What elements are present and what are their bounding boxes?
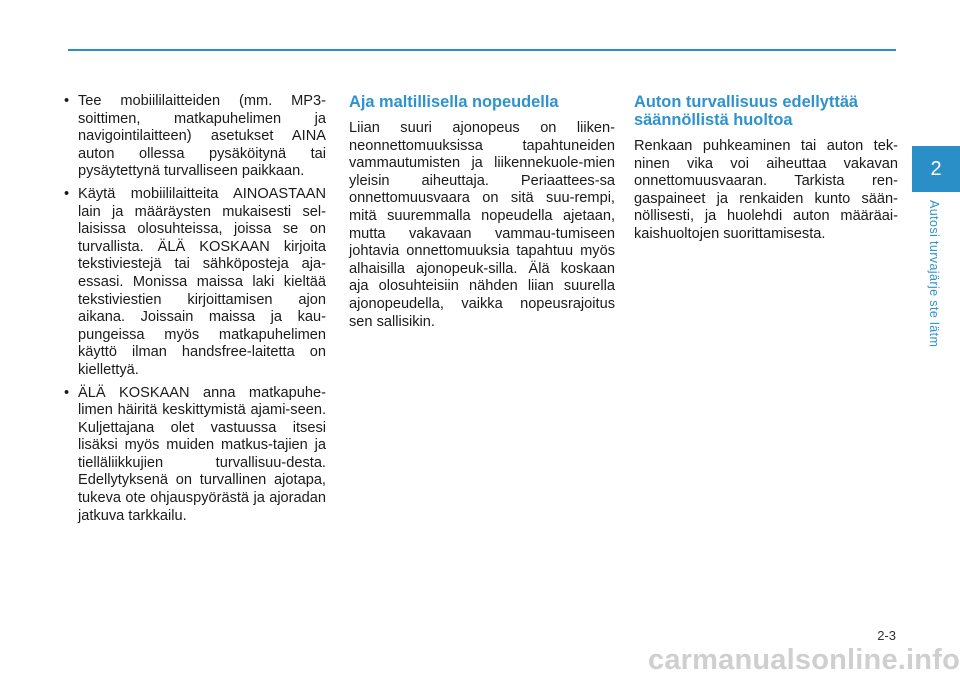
column-3	[634, 93, 898, 244]
column-1	[64, 93, 326, 530]
section-body-speed: Liian suuri ajonopeus on liiken-neonnettomuuksissa tapahtuneiden vammautumisten ja liikennekuole-mien yleisin aiheuttaja. Periaattees-sa onnettomuusvaara on sitä suu-rempi, mitä suuremmalla nopeudella ajetaan, mutta vakavaan vammau-tumiseen johtavia onnettomuuksia tapahtuu myös alhaisilla ajonopeuk-silla. Älä koskaan aja olosuhteisiin nähden liian suurella ajonopeudella, vaikka nopeusrajoitus sen sallisikin.	[349, 120, 615, 330]
section-heading-speed: Aja maltillisella nopeudella	[349, 93, 559, 111]
page-number: 2-3	[877, 628, 896, 643]
bullet-list	[64, 93, 326, 525]
section-body-maintenance: Renkaan puhkeaminen tai auton tek-ninen vika voi aiheuttaa vakavan onnettomuusvaaran. Tarkista ren-gaspaineet ja renkaiden kunto sään-nöllisesti, ja huolehdi auton määräai-kaishuoltojen suorittamisesta.	[634, 138, 898, 242]
chapter-label-text: Autosi turvajärje ste lätm	[927, 200, 941, 348]
top-rule	[68, 49, 896, 51]
chapter-side-label	[924, 200, 944, 370]
bullet-item: • Käytä mobiililaitteita AINOASTAAN lain ja määräysten mukaisesti sel-laisissa olosuhteissa, joissa se on turvallista. ÄLÄ KOSKAAN kirjoita tekstiviestejä tai sähköposteja aja-essasi. Monissa maissa laki kieltää tekstiviestien kirjoittamisen ajon aikana. Joissain maissa ja kau-pungeissa myös matkapuhelimen käyttö ilman handsfree-laitetta on kiellettyä.	[64, 186, 326, 380]
chapter-tab[interactable]	[912, 146, 960, 192]
bullet-item: • Tee mobiililaitteiden (mm. MP3-soittimen, matkapuhelimen ja navigointilaitteen) asetukset AINA auton ollessa pysäköitynä tai pysäytettynä turvalliseen paikkaan.	[64, 93, 326, 181]
watermark: carmanualsonline.info	[648, 644, 960, 676]
bullet-item: • ÄLÄ KOSKAAN anna matkapuhe-limen häiritä keskittymistä ajami-seen. Kuljettajana olet vastuussa itsesi lisäksi myös muiden matkus-tajien ja tielläliikkujien turvallisuu-desta. Edellytyksenä on turvallinen ajotapa, tukeva ote ohjauspyörästä ja ajoradan jatkuva tarkkailu.	[64, 385, 326, 526]
column-2	[349, 93, 615, 331]
chapter-number: 2	[930, 157, 942, 180]
section-heading-maintenance: Auton turvallisuus edellyttää säännöllistä huoltoa	[634, 93, 859, 129]
